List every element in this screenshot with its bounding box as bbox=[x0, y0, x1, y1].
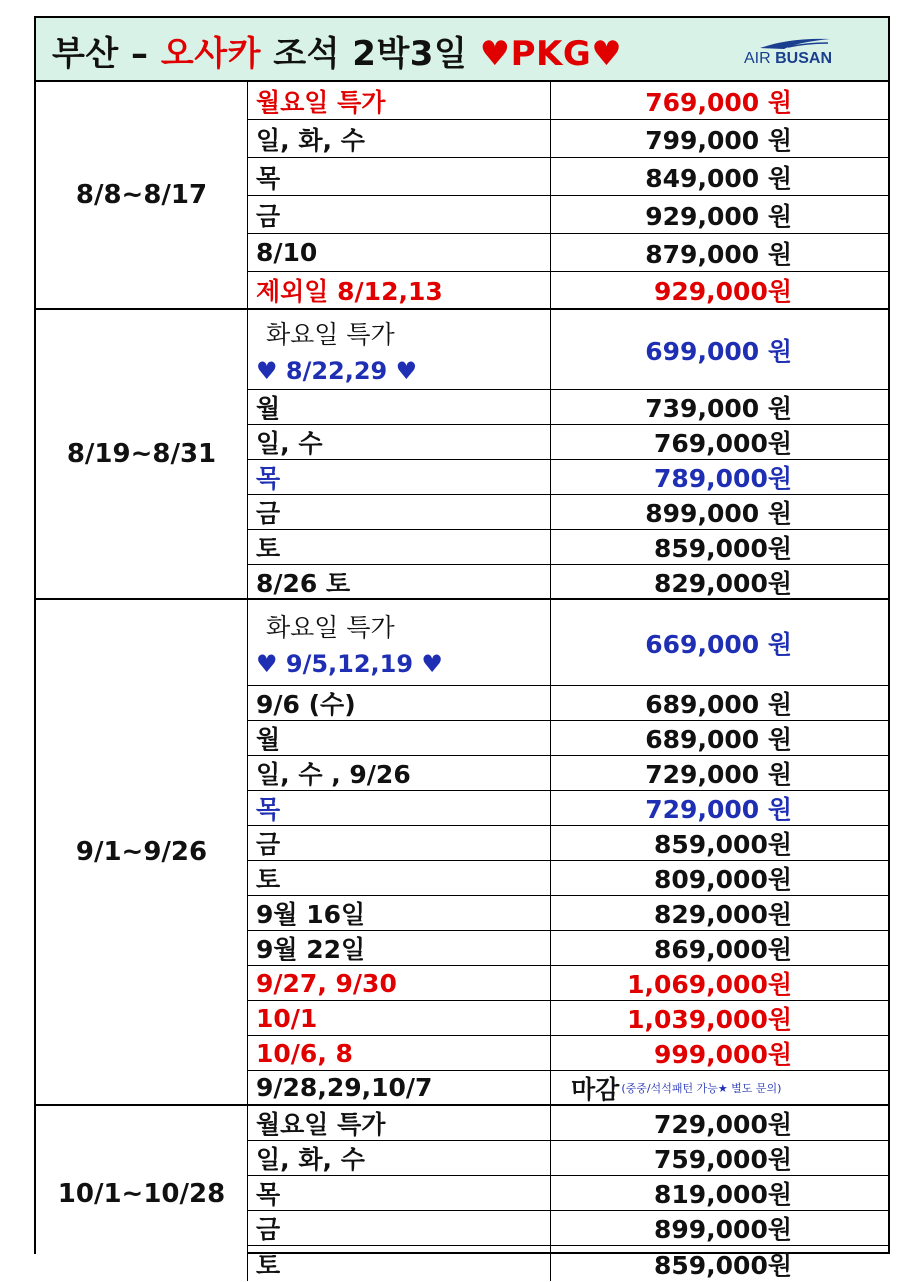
table-row bbox=[248, 756, 888, 791]
price-cell bbox=[551, 931, 888, 965]
price-value: 829,000원 bbox=[653, 900, 792, 929]
table-row bbox=[248, 120, 888, 158]
table-row bbox=[248, 272, 888, 310]
price-value: 999,000원 bbox=[653, 1040, 792, 1069]
price-value: 689,000 원 bbox=[645, 725, 792, 754]
table-row bbox=[248, 826, 888, 861]
day-label: 10/1 bbox=[256, 1003, 318, 1033]
day-cell bbox=[248, 120, 551, 157]
price-cell bbox=[551, 495, 888, 529]
heart-icon: ♥ bbox=[591, 34, 623, 74]
day-label: 금 bbox=[256, 830, 281, 859]
day-label: 토 bbox=[256, 1250, 281, 1280]
price-value: 899,000 원 bbox=[645, 499, 792, 528]
logo-busan: BUSAN bbox=[775, 50, 833, 67]
price-cell bbox=[551, 1001, 888, 1035]
title-pkg: PKG bbox=[510, 34, 592, 74]
wing-icon bbox=[758, 36, 832, 50]
table-row bbox=[248, 82, 888, 120]
table-row bbox=[248, 390, 888, 425]
special-label: 화요일 특가 bbox=[266, 612, 395, 642]
day-cell bbox=[248, 425, 551, 459]
price-value: 759,000원 bbox=[653, 1145, 792, 1174]
day-label: 목 bbox=[256, 464, 281, 493]
closed-note: (중중/석석패턴 가능★ 별도 문의) bbox=[621, 1081, 782, 1095]
price-cell bbox=[551, 791, 888, 825]
title-route: 부산 – bbox=[52, 34, 161, 74]
day-label: 9/6 (수) bbox=[256, 690, 356, 719]
day-cell bbox=[248, 600, 551, 685]
day-label: 10/6, 8 bbox=[256, 1038, 353, 1068]
special-dates: ♥ 9/5,12,19 ♥ bbox=[256, 649, 443, 678]
day-cell bbox=[248, 196, 551, 233]
period-cell bbox=[36, 600, 248, 1106]
day-cell bbox=[248, 931, 551, 965]
price-value: 809,000원 bbox=[653, 865, 792, 894]
price-cell bbox=[551, 460, 888, 494]
price-cell bbox=[551, 1176, 888, 1210]
day-cell bbox=[248, 1246, 551, 1281]
header-bar bbox=[36, 18, 888, 82]
period-label: 10/1~10/28 bbox=[57, 1178, 226, 1209]
price-value: 729,000 원 bbox=[645, 795, 792, 824]
price-cell bbox=[551, 1141, 888, 1175]
period-label: 9/1~9/26 bbox=[75, 837, 208, 867]
logo-air: AIR bbox=[744, 50, 776, 67]
title-package: 조석 2박3일 bbox=[260, 34, 480, 74]
day-label: 8/10 bbox=[256, 238, 318, 267]
table-row bbox=[248, 565, 888, 600]
day-cell bbox=[248, 896, 551, 930]
day-cell bbox=[248, 861, 551, 895]
table-row bbox=[248, 1246, 888, 1281]
day-label: 금 bbox=[256, 499, 281, 528]
day-label: 목 bbox=[256, 795, 281, 824]
day-label: 목 bbox=[256, 1180, 281, 1209]
table-row bbox=[248, 460, 888, 495]
price-value: 769,000원 bbox=[653, 429, 792, 458]
price-value: 689,000 원 bbox=[645, 690, 792, 719]
price-cell bbox=[551, 82, 888, 119]
day-label: 일, 수 bbox=[256, 429, 323, 458]
day-label: 제외일 8/12,13 bbox=[256, 277, 443, 306]
price-cell bbox=[551, 1071, 888, 1104]
price-value: 699,000 원 bbox=[645, 336, 792, 366]
price-value: 859,000원 bbox=[653, 830, 792, 859]
price-value: 1,069,000원 bbox=[627, 970, 792, 999]
period-cell bbox=[36, 310, 248, 600]
price-cell bbox=[551, 234, 888, 271]
price-value: 859,000원 bbox=[653, 534, 792, 563]
price-value: 929,000원 bbox=[653, 277, 792, 306]
day-cell bbox=[248, 234, 551, 271]
price-value: 789,000원 bbox=[653, 464, 792, 493]
period-label: 8/8~8/17 bbox=[75, 180, 208, 210]
price-value: 849,000 원 bbox=[645, 163, 792, 193]
price-cell bbox=[551, 600, 888, 685]
table-row bbox=[248, 1176, 888, 1211]
day-cell bbox=[248, 495, 551, 529]
price-cell bbox=[551, 1246, 888, 1281]
price-value: 819,000원 bbox=[653, 1180, 792, 1209]
price-cell bbox=[551, 390, 888, 424]
table-row bbox=[248, 158, 888, 196]
period-cell bbox=[36, 1106, 248, 1281]
price-cell bbox=[551, 1106, 888, 1140]
day-cell bbox=[248, 310, 551, 389]
period-cell bbox=[36, 82, 248, 310]
table-row bbox=[248, 896, 888, 931]
table-row bbox=[248, 686, 888, 721]
day-label: 일, 수 , 9/26 bbox=[256, 760, 411, 789]
title-destination: 오사카 bbox=[160, 34, 261, 74]
special-dates: ♥ 8/22,29 ♥ bbox=[256, 356, 418, 385]
table-row bbox=[248, 721, 888, 756]
day-cell bbox=[248, 966, 551, 1000]
special-label: 화요일 특가 bbox=[266, 319, 395, 349]
price-cell bbox=[551, 530, 888, 564]
price-cell bbox=[551, 896, 888, 930]
page-title bbox=[52, 26, 622, 75]
day-cell bbox=[248, 565, 551, 598]
price-cell bbox=[551, 120, 888, 157]
day-label: 일, 화, 수 bbox=[256, 125, 365, 155]
table-row bbox=[248, 530, 888, 565]
day-cell bbox=[248, 82, 551, 119]
day-cell bbox=[248, 756, 551, 790]
day-cell bbox=[248, 158, 551, 195]
day-cell bbox=[248, 1141, 551, 1175]
table-row bbox=[248, 861, 888, 896]
day-cell bbox=[248, 460, 551, 494]
day-label: 토 bbox=[256, 534, 281, 563]
price-value: 739,000 원 bbox=[645, 394, 792, 423]
price-value: 879,000 원 bbox=[645, 239, 792, 269]
price-sheet bbox=[34, 16, 890, 1280]
table-row bbox=[248, 600, 888, 686]
day-cell bbox=[248, 1071, 551, 1104]
table-row bbox=[248, 1001, 888, 1036]
table-row bbox=[248, 791, 888, 826]
day-label: 월요일 특가 bbox=[256, 1110, 386, 1139]
price-cell bbox=[551, 721, 888, 755]
table-row bbox=[248, 1141, 888, 1176]
table-row bbox=[248, 931, 888, 966]
day-label: 월요일 특가 bbox=[256, 87, 386, 117]
table-row bbox=[248, 1211, 888, 1246]
price-value: 799,000 원 bbox=[645, 125, 792, 155]
table-row bbox=[248, 495, 888, 530]
price-value: 729,000원 bbox=[653, 1110, 792, 1139]
day-cell bbox=[248, 1211, 551, 1245]
day-cell bbox=[248, 1036, 551, 1070]
table-row bbox=[248, 966, 888, 1001]
day-label: 9월 16일 bbox=[256, 900, 366, 929]
price-cell bbox=[551, 310, 888, 389]
day-label: 목 bbox=[256, 163, 281, 193]
price-value: 769,000 원 bbox=[645, 87, 792, 117]
day-cell bbox=[248, 1001, 551, 1035]
price-cell bbox=[551, 966, 888, 1000]
day-cell bbox=[248, 1106, 551, 1140]
period-label: 8/19~8/31 bbox=[66, 439, 217, 469]
day-label: 월 bbox=[256, 725, 281, 754]
day-label: 금 bbox=[256, 1215, 281, 1244]
air-busan-logo bbox=[744, 36, 854, 70]
price-cell bbox=[551, 196, 888, 233]
day-label: 토 bbox=[256, 865, 281, 894]
table-row bbox=[248, 1106, 888, 1141]
day-cell bbox=[248, 1176, 551, 1210]
price-value: 1,039,000원 bbox=[627, 1005, 792, 1034]
day-cell bbox=[248, 721, 551, 755]
price-cell bbox=[551, 1036, 888, 1070]
day-label: 9/28,29,10/7 bbox=[256, 1073, 433, 1102]
day-cell bbox=[248, 390, 551, 424]
day-cell bbox=[248, 272, 551, 308]
price-cell bbox=[551, 158, 888, 195]
price-value: 899,000원 bbox=[653, 1215, 792, 1244]
day-label: 9/27, 9/30 bbox=[256, 968, 397, 998]
price-value: 669,000 원 bbox=[645, 629, 792, 659]
table-row bbox=[248, 1036, 888, 1071]
day-cell bbox=[248, 530, 551, 564]
day-label: 9월 22일 bbox=[256, 935, 366, 964]
day-label: 8/26 토 bbox=[256, 568, 351, 598]
table-row bbox=[248, 196, 888, 234]
day-label: 금 bbox=[256, 201, 281, 231]
heart-icon: ♥ bbox=[479, 34, 511, 74]
day-label: 월 bbox=[256, 394, 281, 423]
price-cell bbox=[551, 686, 888, 720]
price-cell bbox=[551, 1211, 888, 1245]
price-value: 729,000 원 bbox=[645, 760, 792, 789]
price-cell bbox=[551, 861, 888, 895]
table-row bbox=[248, 234, 888, 272]
closed-label: 마감 bbox=[571, 1074, 620, 1104]
price-value: 869,000원 bbox=[653, 935, 792, 964]
price-cell bbox=[551, 826, 888, 860]
price-cell bbox=[551, 756, 888, 790]
price-cell bbox=[551, 425, 888, 459]
price-cell bbox=[551, 565, 888, 598]
price-value: 829,000원 bbox=[653, 568, 792, 598]
day-cell bbox=[248, 686, 551, 720]
table-row bbox=[248, 425, 888, 460]
price-value: 859,000원 bbox=[653, 1250, 792, 1280]
table-row bbox=[248, 310, 888, 390]
day-cell bbox=[248, 791, 551, 825]
price-value: 929,000 원 bbox=[645, 201, 792, 231]
table-row bbox=[248, 1071, 888, 1106]
price-cell bbox=[551, 272, 888, 308]
day-label: 일, 화, 수 bbox=[256, 1145, 365, 1174]
day-cell bbox=[248, 826, 551, 860]
